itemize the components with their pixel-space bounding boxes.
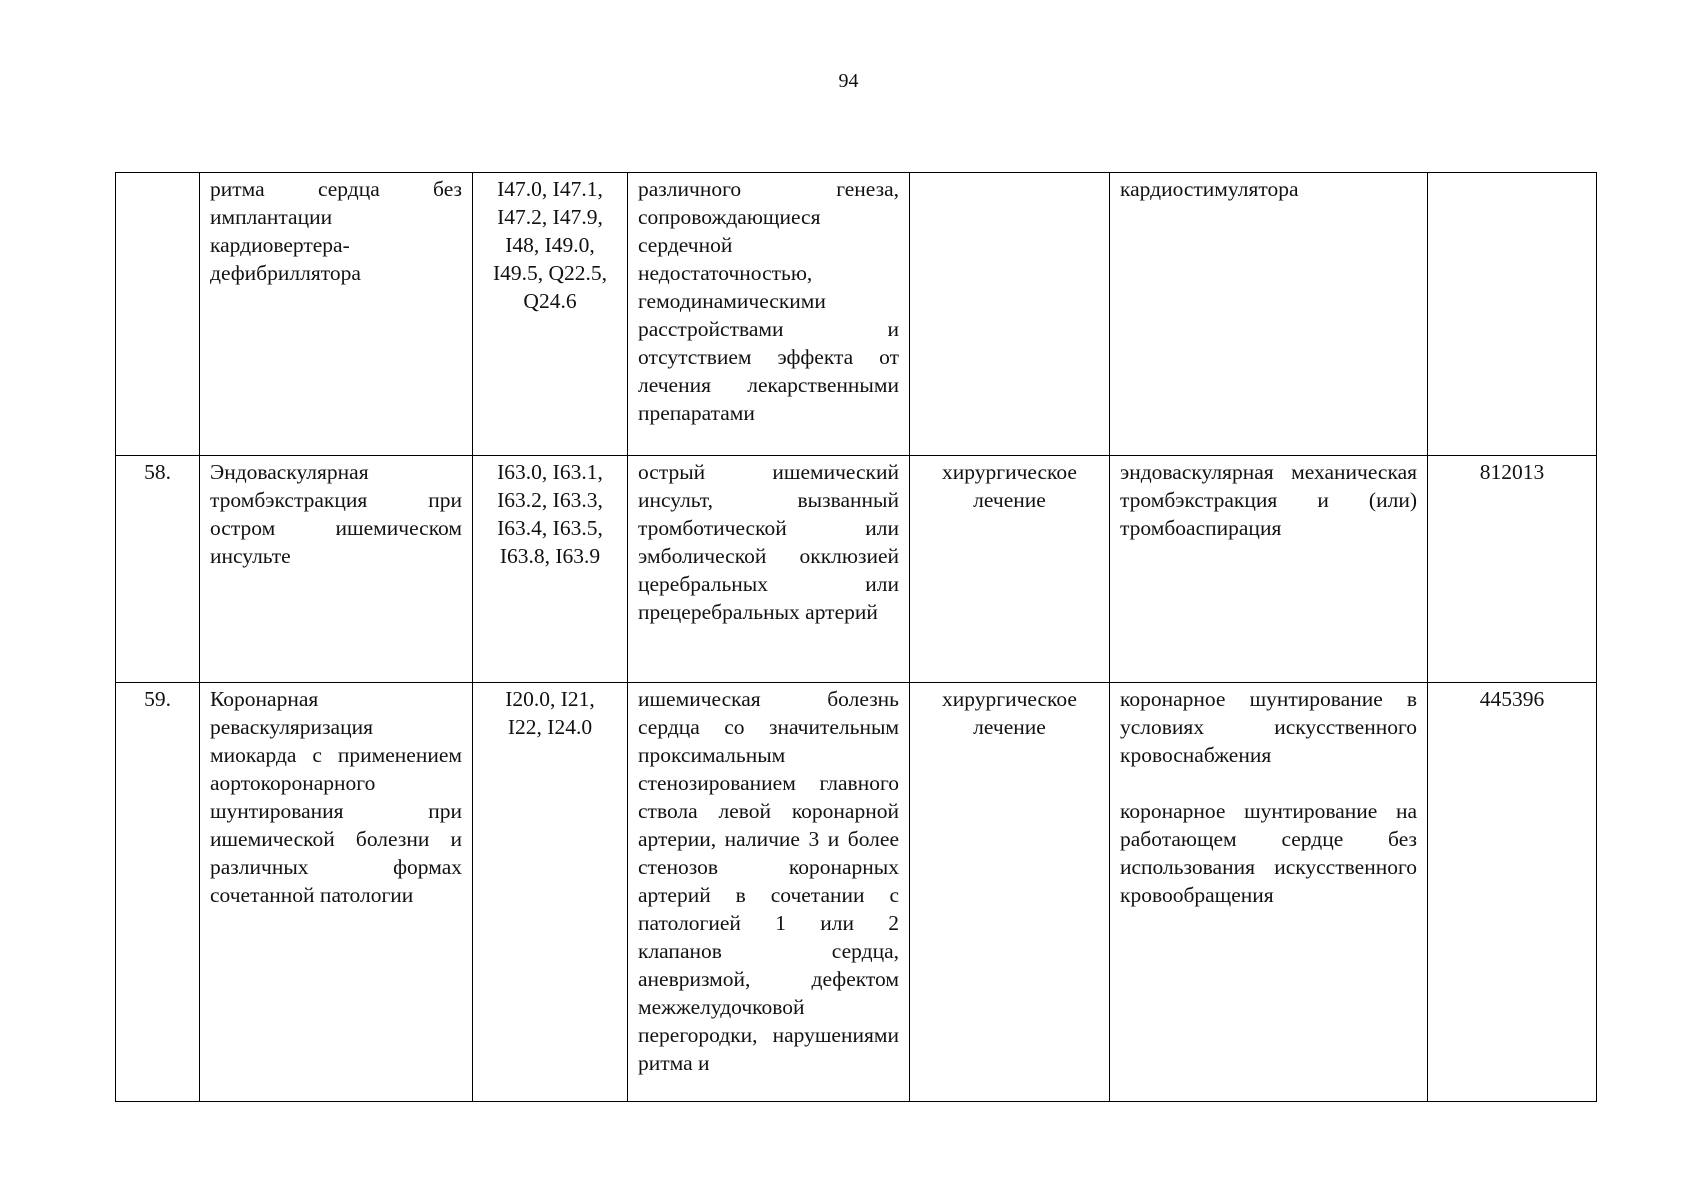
- table-row: [116, 456, 1597, 683]
- icd-codes: [473, 456, 628, 683]
- icd-codes: [473, 683, 628, 1102]
- paragraph-gap: [1120, 769, 1417, 797]
- icd-code-line: I47.0, I47.1,: [497, 177, 603, 201]
- icd-code-line: I22, I24.0: [507, 715, 593, 739]
- icd-code-line: I63.4, I63.5,: [497, 516, 603, 540]
- icd-code-line: I63.2, I63.3,: [497, 488, 603, 512]
- medical-care-table: [115, 172, 1597, 1102]
- method-text: коронарное шунтирование в условиях искусственного кровоснабжения: [1120, 687, 1417, 767]
- icd-code-line: I63.8, I63.9: [499, 544, 601, 568]
- table-row: [116, 683, 1597, 1102]
- treatment-method: [1110, 456, 1428, 683]
- icd-code-line: I47.2, I47.9,: [497, 205, 603, 229]
- care-type-name: Коронарная реваскуляризация миокарда с применением аортокоронарного шунтирования при ишемической болезни и различных формах сочетанной патологии: [200, 683, 473, 1102]
- method-text: коронарное шунтирование на работающем сердце без использования искусственного кровообращения: [1120, 799, 1417, 907]
- care-type-name: ритма сердца без имплантации кардиовертера-дефибриллятора: [200, 173, 473, 456]
- icd-code-line: I48, I49.0,: [505, 233, 595, 257]
- method-text: кардиостимулятора: [1120, 177, 1299, 201]
- page-number: 94: [838, 70, 859, 92]
- row-number: 59.: [116, 683, 200, 1102]
- standard-cost: [1428, 173, 1597, 456]
- care-type-name: Эндоваскулярная тромбэкстракция при остром ишемическом инсульте: [200, 456, 473, 683]
- icd-code-line: I20.0, I21,: [505, 687, 595, 711]
- treatment-type: [910, 173, 1110, 456]
- icd-code-line: Q24.6: [523, 289, 577, 313]
- patient-model: острый ишемический инсульт, вызванный тромботической или эмболической окклюзией церебральных или прецеребральных артерий: [628, 456, 910, 683]
- treatment-type: хирургическое лечение: [910, 683, 1110, 1102]
- patient-model: ишемическая болезнь сердца со значительным проксимальным стенозированием главного ствола левой коронарной артерии, наличие 3 и более стенозов коронарных артерий в сочетании с патологией 1 или 2 клапанов сердца, аневризмой, дефектом межжелудочковой перегородки, нарушениями ритма и: [628, 683, 910, 1102]
- treatment-method: [1110, 173, 1428, 456]
- patient-model: различного генеза, сопровождающиеся сердечной недостаточностью, гемодинамическими расстройствами и отсутствием эффекта от лечения лекарственными препаратами: [628, 173, 910, 456]
- method-text: эндоваскулярная механическая тромбэкстракция и (или) тромбоаспирация: [1120, 460, 1417, 540]
- icd-code-line: I49.5, Q22.5,: [492, 261, 608, 285]
- standard-cost: 812013: [1428, 456, 1597, 683]
- table-row: [116, 173, 1597, 456]
- row-number: 58.: [116, 456, 200, 683]
- icd-codes: [473, 173, 628, 456]
- icd-code-line: I63.0, I63.1,: [497, 460, 603, 484]
- standard-cost: 445396: [1428, 683, 1597, 1102]
- treatment-type: хирургическое лечение: [910, 456, 1110, 683]
- treatment-method: [1110, 683, 1428, 1102]
- row-number: [116, 173, 200, 456]
